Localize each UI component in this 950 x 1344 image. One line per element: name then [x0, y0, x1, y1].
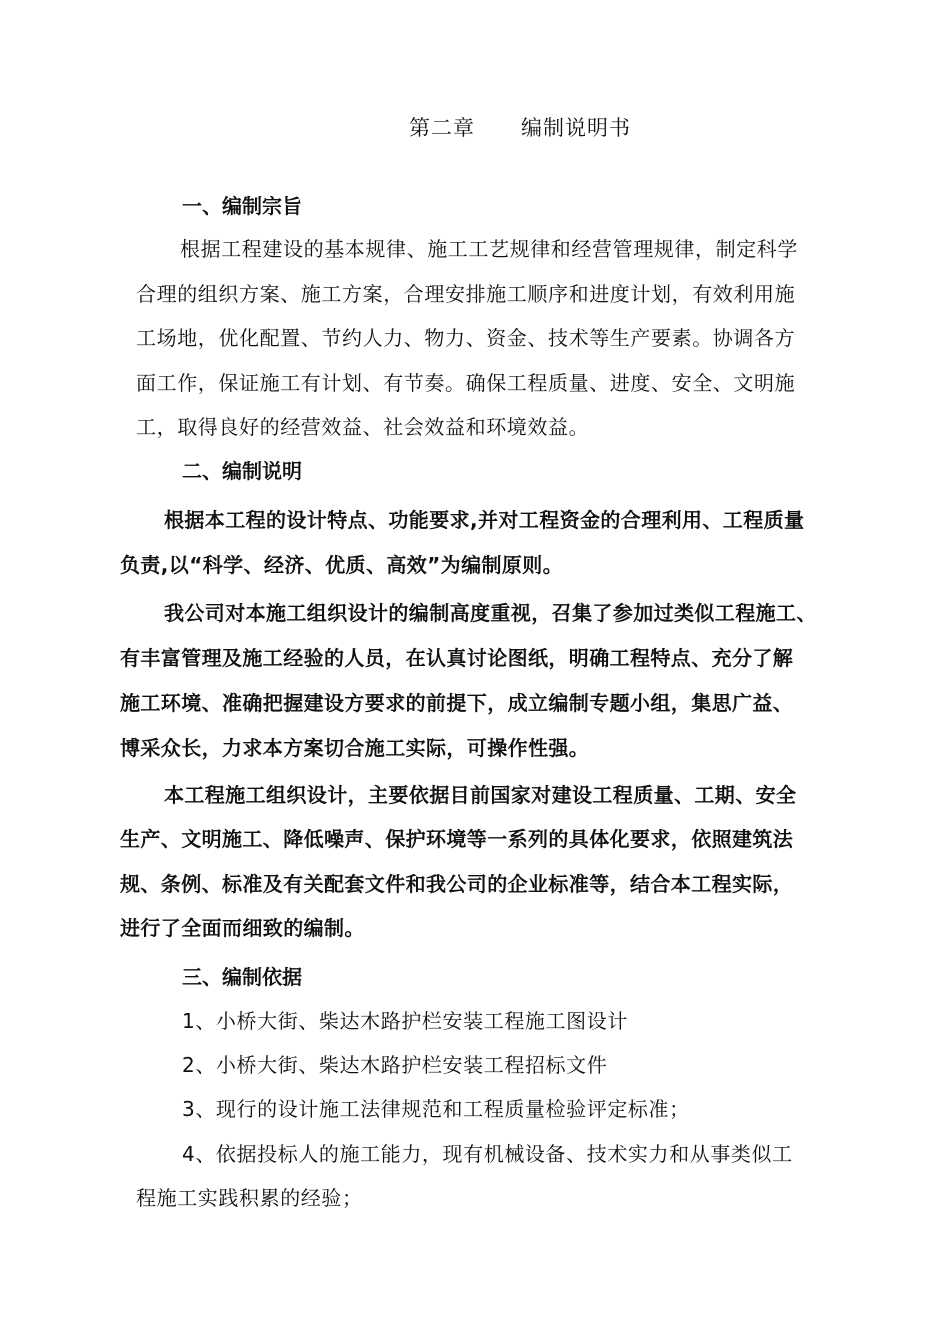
- section-2-paragraph-3-line: 规、条例、标准及有关配套文件和我公司的企业标准等，结合本工程实际，: [120, 872, 794, 896]
- section-1-heading: 一、编制宗旨: [182, 194, 302, 218]
- section-1-line: 合理的组织方案、施工方案，合理安排施工顺序和进度计划，有效利用施: [136, 282, 796, 306]
- section-2-paragraph-3-line: 本工程施工组织设计，主要依据目前国家对建设工程质量、工期、安全: [164, 783, 797, 807]
- section-1-line: 面工作，保证施工有计划、有节奏。确保工程质量、进度、安全、文明施: [136, 371, 796, 395]
- section-1-line: 工场地，优化配置、节约人力、物力、资金、技术等生产要素。协调各方: [136, 326, 796, 350]
- section-1-line: 根据工程建设的基本规律、施工工艺规律和经营管理规律，制定科学: [180, 237, 798, 261]
- section-2-paragraph-2-line: 我公司对本施工组织设计的编制高度重视，召集了参加过类似工程施工、: [164, 601, 817, 625]
- section-1-line: 工，取得良好的经营效益、社会效益和环境效益。: [136, 415, 590, 439]
- section-2-paragraph-2-line: 施工环境、准确把握建设方要求的前提下，成立编制专题小组，集思广益、: [120, 691, 794, 715]
- basis-item: 2、小桥大街、柴达木路护栏安装工程招标文件: [182, 1053, 608, 1077]
- section-2-paragraph-1-line: 根据本工程的设计特点、功能要求,并对工程资金的合理利用、工程质量: [164, 508, 805, 532]
- section-3-heading: 三、编制依据: [182, 965, 302, 989]
- section-2-heading: 二、编制说明: [182, 459, 302, 483]
- chapter-name: 编制说明书: [521, 116, 631, 140]
- section-2-paragraph-2-line: 有丰富管理及施工经验的人员，在认真讨论图纸，明确工程特点、充分了解: [120, 646, 794, 670]
- section-2-paragraph-3-line: 进行了全面而细致的编制。: [120, 916, 365, 940]
- basis-item-continuation: 程施工实践积累的经验；: [136, 1186, 363, 1210]
- section-2-paragraph-3-line: 生产、文明施工、降低噪声、保护环境等一系列的具体化要求，依照建筑法: [120, 827, 794, 851]
- chapter-number: 第二章: [409, 116, 475, 140]
- chapter-title: [0, 118, 950, 139]
- section-2-paragraph-2-line: 博采众长，力求本方案切合施工实际，可操作性强。: [120, 736, 590, 760]
- basis-item: 4、依据投标人的施工能力，现有机械设备、技术实力和从事类似工: [182, 1142, 793, 1166]
- basis-item: 1、小桥大街、柴达木路护栏安装工程施工图设计: [182, 1009, 628, 1033]
- section-2-paragraph-1-line: 负责,以“科学、经济、优质、高效”为编制原则。: [120, 553, 564, 577]
- basis-item: 3、现行的设计施工法律规范和工程质量检验评定标准；: [182, 1097, 690, 1121]
